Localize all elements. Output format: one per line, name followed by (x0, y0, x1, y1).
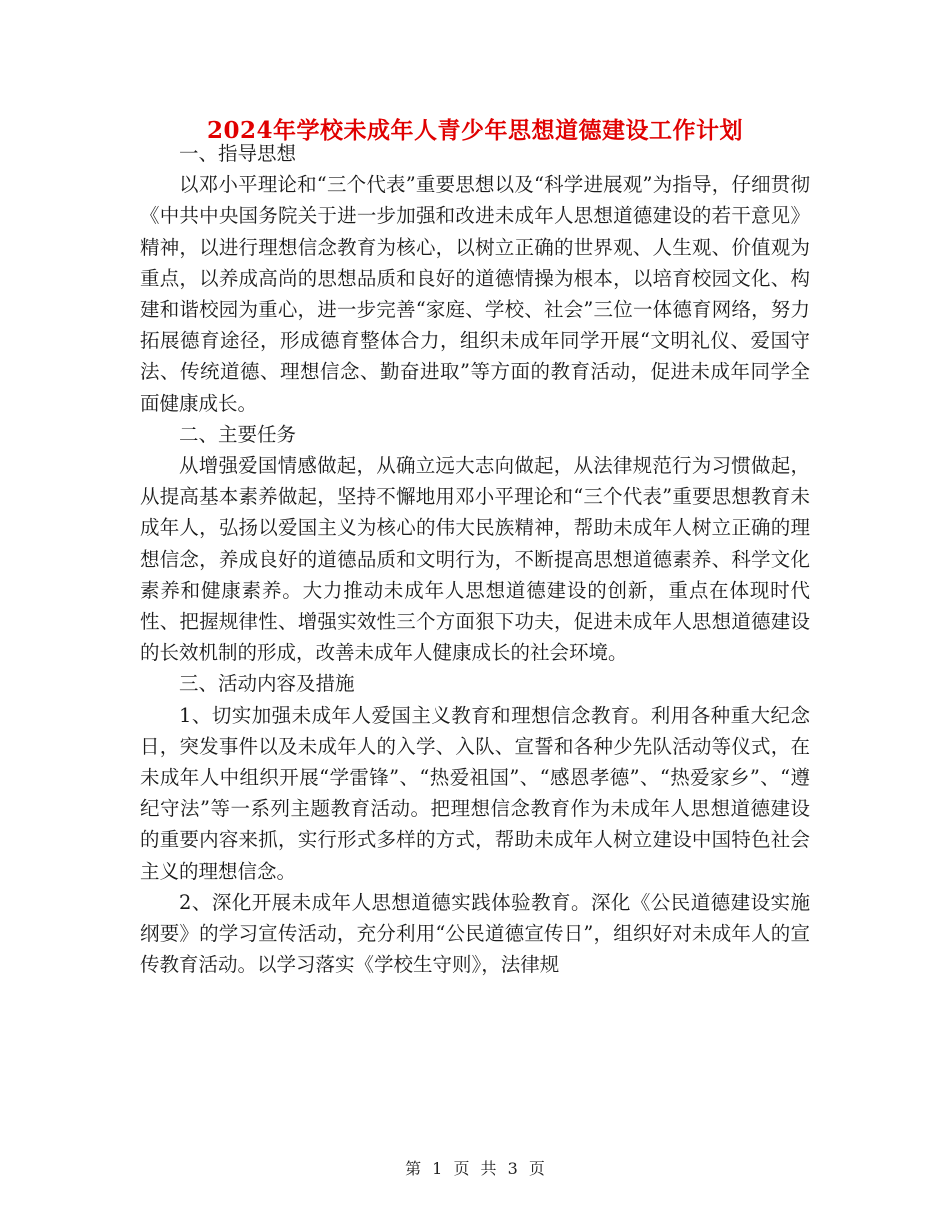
section-heading-activities: 三、活动内容及措施 (179, 672, 355, 696)
document-title: 2024年学校未成年人青少年思想道德建设工作计划 (206, 117, 743, 144)
paragraph-activity-1: 1、切实加强未成年人爱国主义教育和理想信念教育。利用各种重大纪念日，突发事件以及未成年人的入学、入队、宣誓和各种少先队活动等仪式，在未成年人中组织开展“学雷锋”、“热爱祖国”、“感恩孝德”、“热爱家乡”、“遵纪守法”等一系列主题教育活动。把理想信念教育作为未成年人思想道德建设的重要内容来抓，实行形式多样的方式，帮助未成年人树立建设中国特色社会主义的理想信念。 (140, 703, 810, 883)
paragraph-activity-2: 2、深化开展未成年人思想道德实践体验教育。深化《公民道德建设实施纲要》的学习宣传活动，充分利用“公民道德宣传日”，组织好对未成年人的宣传教育活动。以学习落实《学校生守则》，法律规 (140, 890, 810, 977)
section-heading-guiding-ideology: 一、指导思想 (179, 142, 297, 165)
paragraph-guiding-ideology: 以邓小平理论和“三个代表”重要思想以及“科学进展观”为指导，仔细贯彻《中共中央国务院关于进一步加强和改进未成年人思想道德建设的若干意见》精神，以进行理想信念教育为核心，以树立正确的世界观、人生观、价值观为重点，以养成高尚的思想品质和良好的道德情操为根本，以培育校园文化、构建和谐校园为重心，进一步完善“家庭、学校、社会”三位一体德育网络，努力拓展德育途径，形成德育整体合力，组织未成年同学开展“文明礼仪、爱国守法、传统道德、理想信念、勤奋进取”等方面的教育活动，促进未成年同学全面健康成长。 (140, 173, 810, 415)
section-heading-main-tasks: 二、主要任务 (179, 422, 297, 446)
page-number-footer: 第 1 页 共 3 页 (405, 1159, 545, 1178)
document-body (140, 138, 810, 980)
paragraph-main-tasks: 从增强爱国情感做起，从确立远大志向做起，从法律规范行为习惯做起，从提高基本素养做起，坚持不懈地用邓小平理论和“三个代表”重要思想教育未成年人，弘扬以爱国主义为核心的伟大民族精神，帮助未成年人树立正确的理想信念，养成良好的道德品质和文明行为，不断提高思想道德素养、科学文化素养和健康素养。大力推动未成年人思想道德建设的创新，重点在体现时代性、把握规律性、增强实效性三个方面狠下功夫，促进未成年人思想道德建设的长效机制的形成，改善未成年人健康成长的社会环境。 (140, 454, 810, 665)
